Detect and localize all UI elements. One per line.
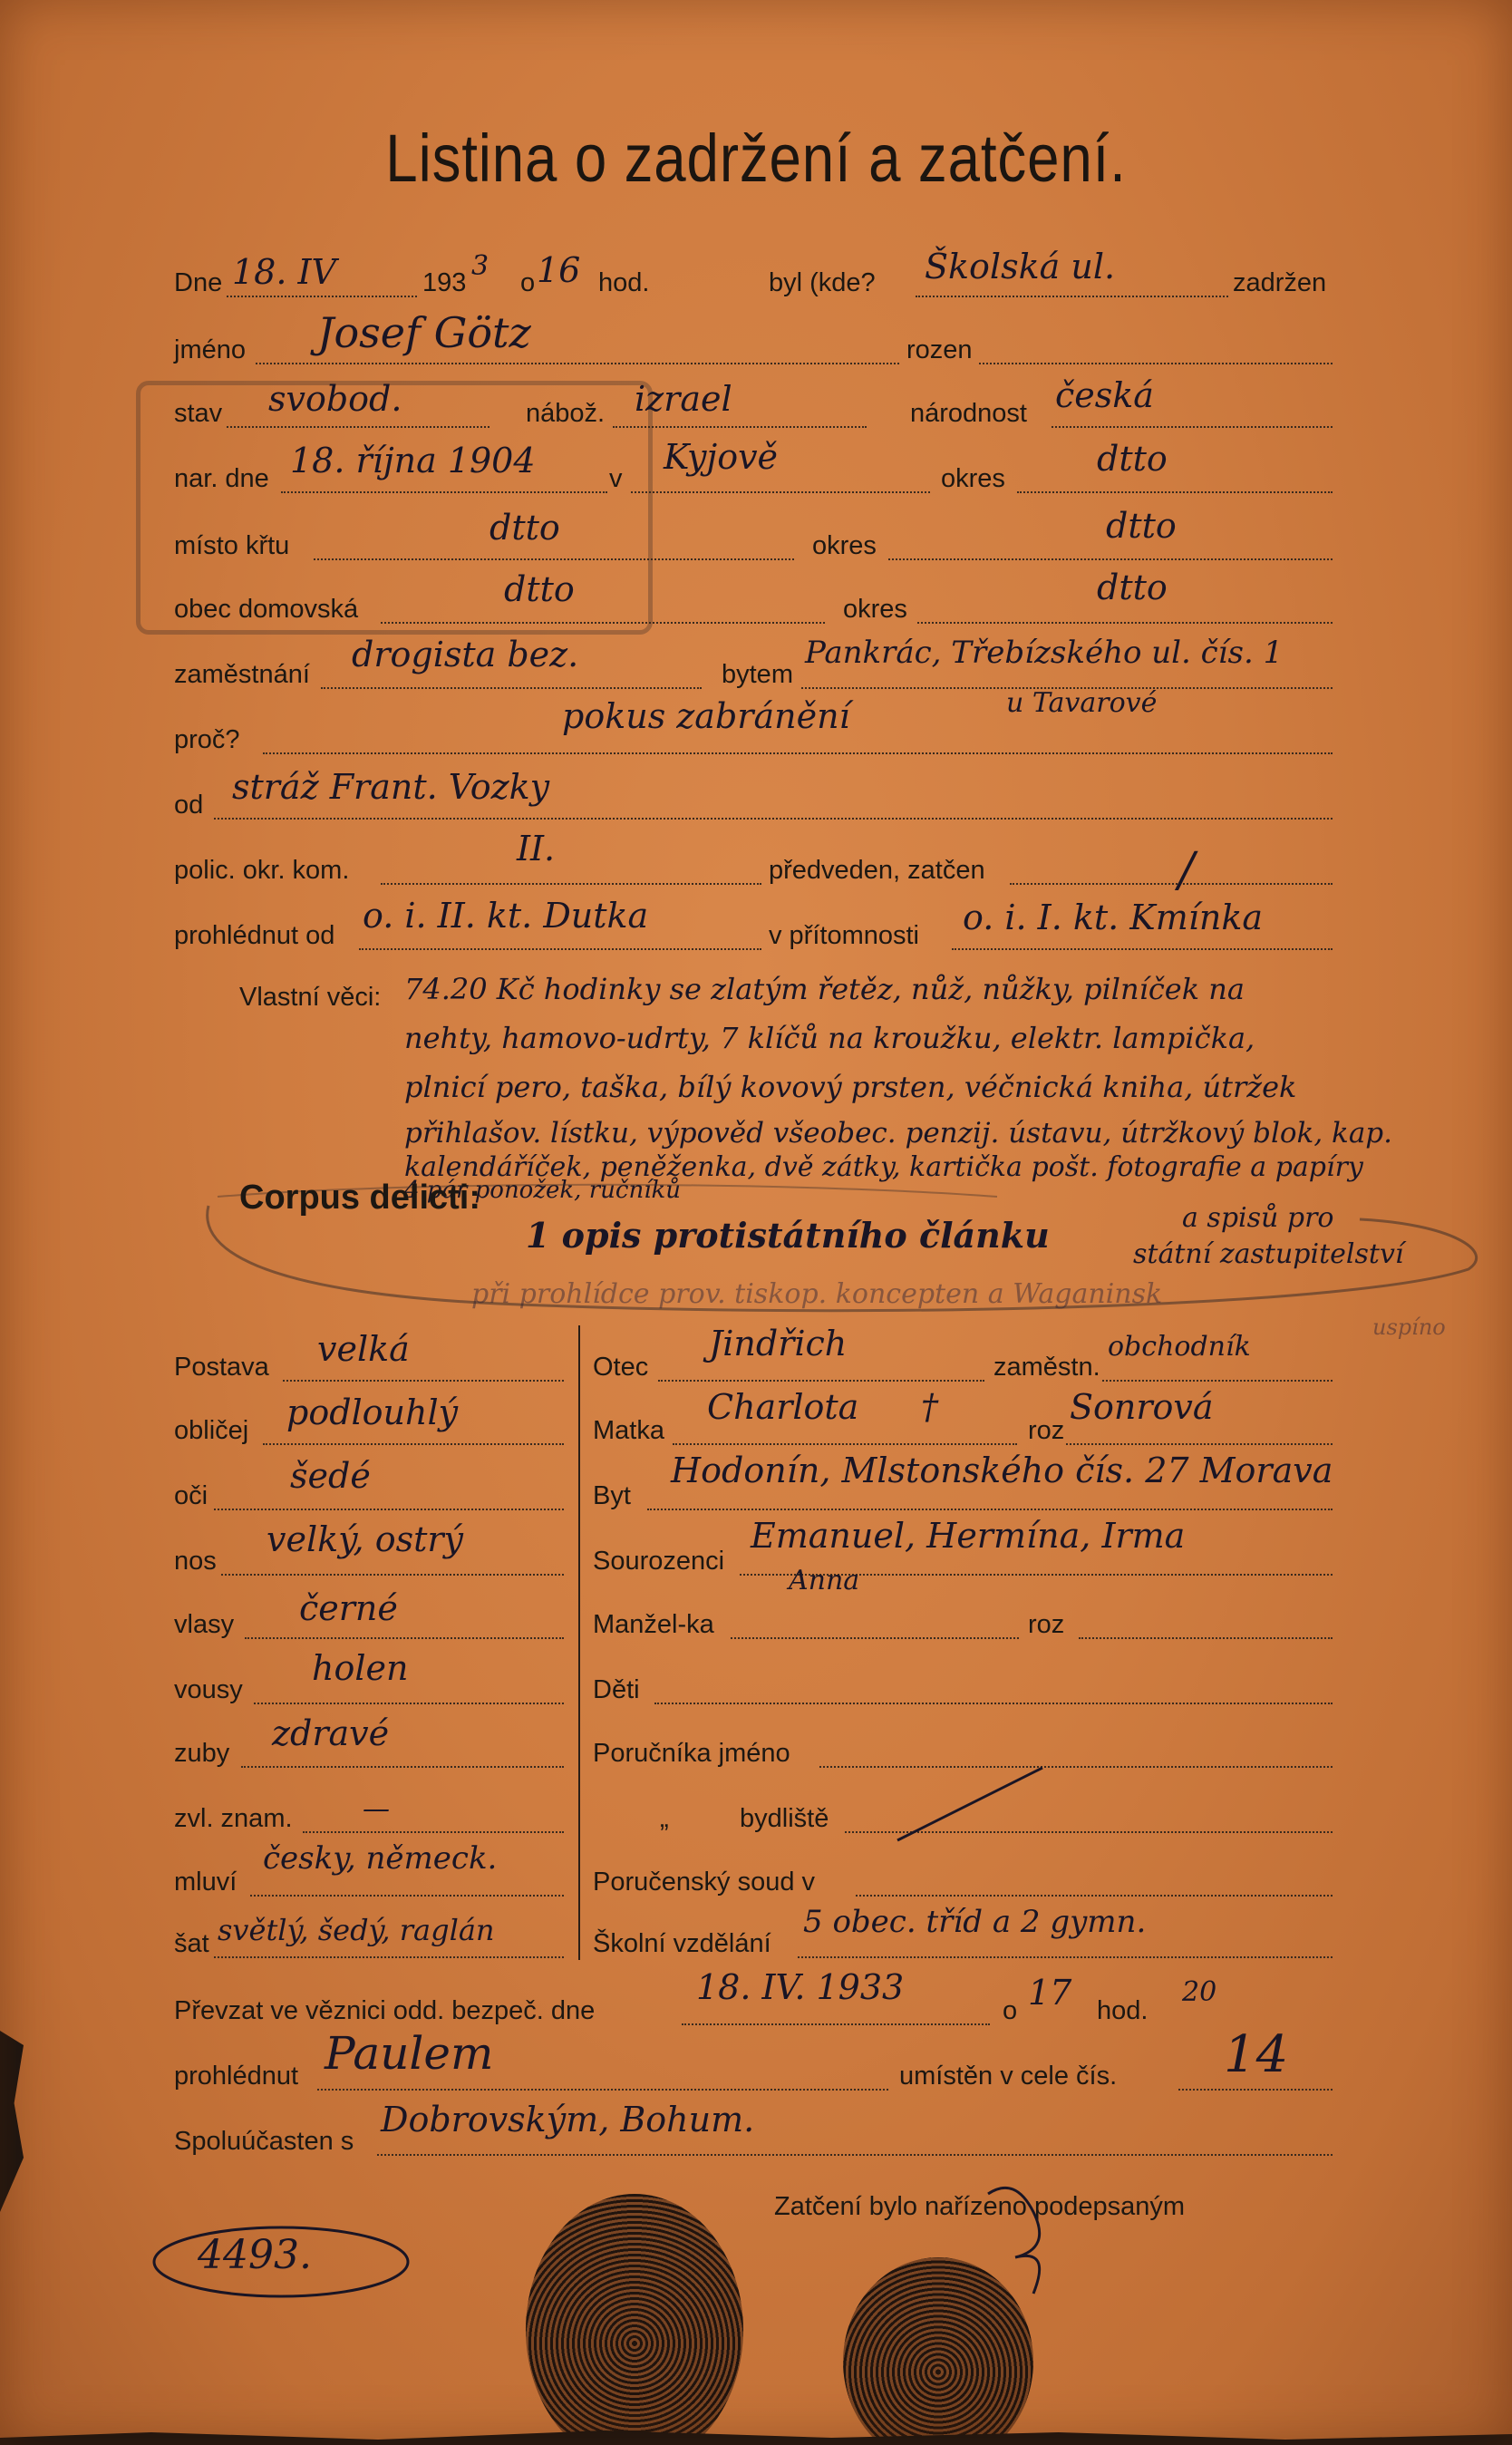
value-skolni: 5 obec. tříd a 2 gymn. <box>803 1904 1147 1940</box>
line-kde <box>916 296 1228 297</box>
label-umisten: umístěn v cele čís. <box>899 2062 1118 2091</box>
value-prevzat-min: 20 <box>1182 1976 1217 2008</box>
label-zatceni-narizeno: Zatčení bylo nařízeno podepsaným <box>774 2192 1185 2221</box>
line-manzel <box>731 1637 1019 1639</box>
line-zuby <box>241 1766 564 1768</box>
label-bytem: bytem <box>722 660 793 689</box>
value-vlasy: černé <box>299 1588 398 1628</box>
label-narodnost: národnost <box>910 399 1027 428</box>
value-prevzat-dne: 18. IV. 1933 <box>696 1967 905 2007</box>
corpus-delicti-4: uspíno <box>1372 1315 1446 1340</box>
label-sourozenci: Sourozenci <box>593 1547 725 1576</box>
value-mluvi: česky, německ. <box>263 1840 498 1877</box>
line-postava <box>283 1380 564 1382</box>
line-narodnost <box>1052 426 1333 428</box>
line-manzel-roz <box>1079 1637 1333 1639</box>
label-prohlednut: prohlédnut <box>174 2062 299 2091</box>
value-od: stráž Frant. Vozky <box>232 767 550 807</box>
label-sat: šat <box>174 1929 209 1958</box>
line-otec-zamestn <box>1102 1380 1333 1382</box>
torn-edge-bottom <box>0 2427 1512 2445</box>
line-v-pritomnosti <box>952 948 1333 950</box>
line-nar-okres <box>1017 491 1333 493</box>
torn-edge-left <box>0 2031 24 2212</box>
label-vlastni-veci: Vlastní věci: <box>239 983 382 1012</box>
label-obec-okres: okres <box>843 595 907 624</box>
line-od <box>214 818 1333 820</box>
value-hod: 16 <box>537 250 581 290</box>
label-zadrzen: zadržen <box>1233 268 1327 297</box>
line-dne <box>227 296 417 297</box>
label-nos: nos <box>174 1547 217 1576</box>
label-otec: Otec <box>593 1353 649 1382</box>
value-nos: velký, ostrý <box>267 1519 463 1559</box>
line-oblicej <box>263 1443 564 1445</box>
label-byl-kde: byl (kde? <box>769 268 876 297</box>
label-bydliste: bydliště <box>740 1804 829 1833</box>
line-spoluucasten <box>377 2154 1333 2156</box>
label-manzel-roz: roz <box>1028 1610 1065 1639</box>
corpus-delicti-2: státní zastupitelství <box>1133 1238 1404 1270</box>
line-umisten <box>1178 2089 1333 2091</box>
label-corpus-delicti: Corpus delicti: <box>239 1179 481 1217</box>
label-obec-domovska: obec domovská <box>174 595 359 624</box>
value-sourozenci: Emanuel, Hermína, Irma <box>751 1516 1186 1556</box>
label-matka: Matka <box>593 1416 664 1445</box>
vlastni-veci-line-4: přihlašov. lístku, výpověd všeobec. penzij. ústavu, útržkový blok, kap. <box>404 1117 1392 1150</box>
value-naboz: izrael <box>635 379 732 419</box>
label-o: o <box>520 268 536 297</box>
value-zamestnani: drogista bez. <box>352 635 579 674</box>
line-byt <box>647 1509 1333 1510</box>
line-matka-roz <box>1066 1443 1333 1445</box>
label-zamestnani: zaměstnání <box>174 660 310 689</box>
label-vlasy: vlasy <box>174 1610 235 1639</box>
label-quote: „ <box>660 1804 669 1833</box>
line-skolni <box>798 1956 1333 1958</box>
label-byt: Byt <box>593 1481 631 1510</box>
bydliste-strike <box>888 1759 1052 1849</box>
value-prohlednut-od: o. i. II. kt. Dutka <box>363 896 649 936</box>
corpus-delicti-3: při prohlídce prov. tiskop. koncepten a Waganinsk <box>471 1278 1163 1310</box>
label-prevzat-hod: hod. <box>1097 1996 1149 2025</box>
line-sat <box>214 1956 564 1958</box>
value-year: 3 <box>471 250 489 282</box>
label-oblicej: obličej <box>174 1416 249 1445</box>
value-stav: svobod. <box>268 379 402 419</box>
line-polic <box>381 883 761 885</box>
line-prevzat-dne <box>682 2023 990 2025</box>
label-year-prefix: 193 <box>422 268 467 297</box>
value-nar-dne: 18. října 1904 <box>290 441 536 480</box>
label-od: od <box>174 791 204 820</box>
label-porucensky-soud: Poručenský soud v <box>593 1868 816 1897</box>
label-misto-krtu: místo křtu <box>174 531 290 560</box>
line-prohlednut <box>317 2089 888 2091</box>
line-proc <box>263 752 1333 754</box>
vlastni-veci-line-1: 74.20 Kč hodinky se zlatým řetěz, nůž, nůžky, pilníček na <box>404 972 1245 1006</box>
value-obec-okres: dtto <box>1097 568 1168 607</box>
line-oci <box>214 1509 564 1510</box>
label-otec-zamestn: zaměstn. <box>993 1353 1100 1382</box>
vlastni-veci-line-2: nehty, hamovo-udrty, 7 klíčů na kroužku, elektr. lampička, <box>404 1021 1255 1055</box>
value-matka-mark: † <box>921 1387 938 1427</box>
value-polic-okr-kom: II. <box>517 829 556 868</box>
document-title: Listina o zadržení a zatčení. <box>385 121 1127 196</box>
reference-number: 4493. <box>198 2232 312 2278</box>
value-spoluucasten: Dobrovským, Bohum. <box>381 2100 755 2139</box>
value-dne: 18. IV <box>232 252 336 292</box>
label-oci: oči <box>174 1481 208 1510</box>
value-obec-domovska: dtto <box>504 569 575 609</box>
line-misto-krtu <box>314 558 794 560</box>
value-otec-zamestn: obchodník <box>1108 1331 1251 1363</box>
corpus-delicti-1: 1 opis protistátního článku <box>526 1215 1050 1256</box>
label-vousy: vousy <box>174 1675 243 1704</box>
label-porucnika-jmeno: Poručníka jméno <box>593 1739 790 1768</box>
value-narodnost: česká <box>1055 375 1154 415</box>
value-prohlednut: Paulem <box>325 2027 494 2080</box>
label-spoluucasten: Spoluúčasten s <box>174 2127 354 2156</box>
label-v-pritomnosti: v přítomnosti <box>769 921 919 950</box>
line-deti <box>654 1703 1333 1704</box>
value-nar-v: Kyjově <box>664 437 779 477</box>
label-misto-krtu-okres: okres <box>812 531 877 560</box>
vlastni-veci-line-6: 4 pár ponožek, ručníků <box>404 1177 682 1204</box>
line-naboz <box>613 426 867 428</box>
label-proc: proč? <box>174 725 240 754</box>
label-stav: stav <box>174 399 223 428</box>
line-obec-domovska <box>381 622 825 624</box>
fingerprint-left <box>526 2194 743 2445</box>
label-mluvi: mluví <box>174 1868 237 1897</box>
value-misto-krtu: dtto <box>489 508 560 548</box>
value-sourozenci-2: Anna <box>789 1565 860 1596</box>
line-misto-krtu-okres <box>888 558 1333 560</box>
value-bytem-2: u Tavarové <box>1006 687 1158 719</box>
line-rozen <box>979 363 1333 364</box>
value-misto-krtu-okres: dtto <box>1106 506 1177 546</box>
value-proc: pokus zabránění <box>562 696 850 736</box>
label-nar-okres: okres <box>941 464 1005 493</box>
line-otec <box>658 1380 984 1382</box>
signature <box>979 2176 1088 2312</box>
value-nar-okres: dtto <box>1097 439 1168 479</box>
line-mluvi <box>250 1895 564 1897</box>
vlastni-veci-line-3: plnicí pero, taška, bílý kovový prsten, véčnická kniha, útržek <box>404 1070 1297 1104</box>
value-postava: velká <box>317 1329 410 1369</box>
line-vlasy <box>245 1637 564 1639</box>
value-v-pritomnosti: o. i. I. kt. Kmínka <box>963 897 1264 937</box>
line-obec-okres <box>917 622 1333 624</box>
line-vousy <box>254 1703 564 1704</box>
value-zvl-znam: — <box>363 1793 390 1825</box>
label-nar-v: v <box>609 464 623 493</box>
vlastni-veci-line-5: kalendáříček, peněženka, dvě zátky, kartička pošt. fotografie a papíry <box>404 1151 1363 1183</box>
label-skolni-vzdelani: Školní vzdělání <box>593 1929 771 1958</box>
corpus-delicti-1b: a spisů pro <box>1182 1202 1334 1234</box>
value-vousy: holen <box>312 1648 409 1688</box>
value-umisten: 14 <box>1224 2025 1289 2084</box>
label-zvl-znam: zvl. znam. <box>174 1804 293 1833</box>
line-zvl-znam <box>303 1831 564 1833</box>
line-prohlednut-od <box>359 948 761 950</box>
line-nar-v <box>631 491 930 493</box>
label-dne: Dne <box>174 268 223 297</box>
value-kde: Školská ul. <box>925 247 1116 286</box>
line-matka <box>673 1443 1017 1445</box>
line-soud <box>856 1895 1333 1897</box>
value-oblicej: podlouhlý <box>286 1392 459 1432</box>
label-zuby: zuby <box>174 1739 230 1768</box>
line-jmeno <box>256 363 899 364</box>
label-jmeno: jméno <box>174 335 246 364</box>
label-nar-dne: nar. dne <box>174 464 269 493</box>
column-divider <box>578 1325 580 1960</box>
label-manzel: Manžel-ka <box>593 1610 714 1639</box>
value-sat: světlý, šedý, raglán <box>218 1913 495 1947</box>
label-prevzat-o: o <box>1003 1996 1018 2025</box>
label-matka-roz: roz <box>1028 1416 1065 1445</box>
value-byt: Hodonín, Mlstonského čís. 27 Morava <box>671 1451 1333 1490</box>
value-predveden: / <box>1178 843 1195 897</box>
label-deti: Děti <box>593 1675 640 1704</box>
label-postava: Postava <box>174 1353 269 1382</box>
line-predveden <box>1010 883 1333 885</box>
value-bytem: Pankrác, Třebízského ul. čís. 1 <box>805 635 1284 671</box>
value-oci: šedé <box>290 1456 371 1496</box>
value-jmeno: Josef Götz <box>317 308 531 357</box>
label-prohlednut-od: prohlédnut od <box>174 921 335 950</box>
value-prevzat-hod: 17 <box>1028 1973 1072 2013</box>
label-hod: hod. <box>598 268 650 297</box>
line-nos <box>221 1574 564 1576</box>
value-otec: Jindřich <box>709 1324 848 1363</box>
label-prevzat: Převzat ve věznici odd. bezpeč. dne <box>174 1996 596 2025</box>
line-stav <box>227 426 489 428</box>
value-zuby: zdravé <box>272 1713 390 1753</box>
label-polic-okr-kom: polic. okr. kom. <box>174 856 350 885</box>
label-rozen: rozen <box>906 335 973 364</box>
label-predveden-zatcen: předveden, zatčen <box>769 856 985 885</box>
line-zamestnani <box>321 687 702 689</box>
value-matka-roz: Sonrová <box>1070 1387 1214 1427</box>
value-matka: Charlota <box>707 1387 859 1427</box>
line-nar-dne <box>281 491 607 493</box>
label-naboz: nábož. <box>526 399 606 428</box>
